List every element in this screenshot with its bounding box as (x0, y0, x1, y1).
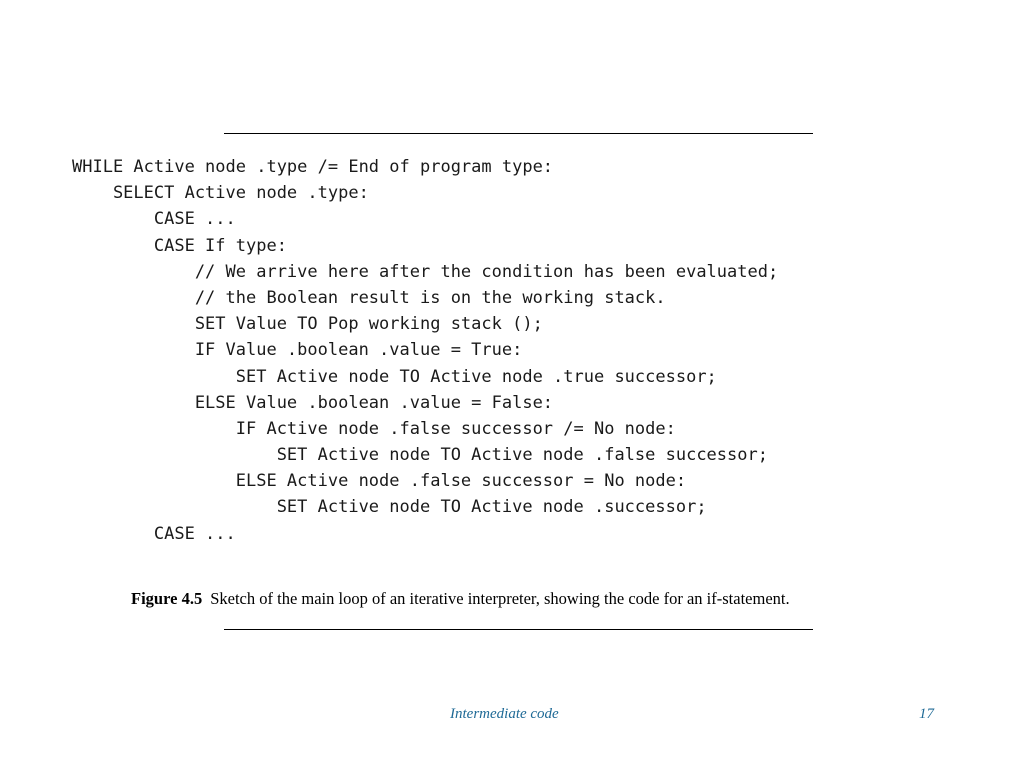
code-line: CASE ... (72, 209, 236, 230)
code-line: WHILE Active node .type /= End of program type: (72, 157, 554, 177)
figure-caption-text: Sketch of the main loop of an iterative interpreter, showing the code for an if-statement. (210, 589, 790, 608)
code-line: IF Value .boolean .value = True: (72, 340, 523, 361)
code-line: // We arrive here after the condition has been evaluated; (72, 261, 779, 282)
code-line: SET Active node TO Active node .true successor; (72, 366, 717, 387)
code-line: IF Active node .false successor /= No node: (72, 418, 676, 439)
code-line: // the Boolean result is on the working stack. (72, 287, 666, 308)
code-line: SET Value TO Pop working stack (); (72, 314, 543, 335)
figure-label: Figure 4.5 (131, 589, 203, 608)
code-line: ELSE Value .boolean .value = False: (72, 392, 554, 413)
figure-caption (131, 589, 790, 609)
code-listing (72, 154, 778, 547)
footer-title: Intermediate code (450, 706, 559, 722)
code-line: CASE If type: (72, 235, 287, 256)
figure-bottom-rule (224, 629, 813, 630)
code-line: SET Active node TO Active node .successor; (72, 497, 707, 518)
code-line: CASE ... (72, 523, 236, 544)
page-number: 17 (919, 706, 934, 722)
figure-top-rule (224, 133, 813, 134)
code-line: ELSE Active node .false successor = No node: (72, 471, 687, 492)
code-line: SET Active node TO Active node .false successor; (72, 445, 768, 466)
code-line: SELECT Active node .type: (72, 183, 369, 204)
